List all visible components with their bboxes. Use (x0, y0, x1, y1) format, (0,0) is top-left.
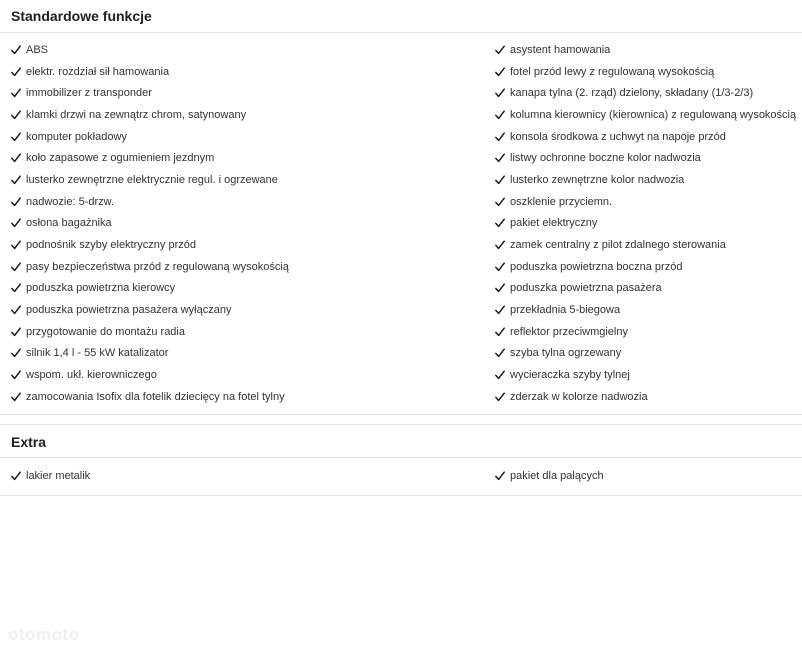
feature-item (495, 256, 802, 278)
feature-item (495, 299, 802, 321)
feature-label: poduszka powietrzna boczna przód (510, 260, 683, 273)
check-icon (495, 45, 505, 55)
feature-column-left (11, 465, 495, 487)
check-icon (11, 327, 21, 337)
feature-label: poduszka powietrzna kierowcy (26, 282, 176, 295)
check-icon (11, 132, 21, 142)
check-icon (11, 392, 21, 402)
feature-label: pakiet elektryczny (510, 217, 598, 230)
check-icon (495, 153, 505, 163)
feature-label: kanapa tylna (2. rząd) dzielony, składany (1/3-2/3) (510, 87, 754, 100)
feature-item (495, 321, 802, 343)
feature-label: kolumna kierownicy (kierownica) z regulowaną wysokością (510, 108, 797, 121)
feature-item (11, 234, 495, 256)
check-icon (495, 67, 505, 77)
feature-item (11, 61, 495, 83)
feature-item (495, 213, 802, 235)
feature-item (11, 147, 495, 169)
check-icon (495, 88, 505, 98)
feature-label: reflektor przeciwmgielny (510, 325, 628, 338)
feature-label: zamocowania Isofix dla fotelik dziecięcy na fotel tylny (26, 390, 285, 403)
feature-item (495, 126, 802, 148)
check-icon (495, 392, 505, 402)
feature-item (11, 321, 495, 343)
feature-label: pasy bezpieczeństwa przód z regulowaną wysokością (26, 260, 289, 273)
feature-label: klamki drzwi na zewnątrz chrom, satynowany (26, 108, 247, 121)
feature-label: nadwozie: 5-drzw. (26, 195, 115, 208)
feature-item (495, 386, 802, 408)
check-icon (11, 197, 21, 207)
feature-item (495, 465, 802, 487)
feature-item (11, 256, 495, 278)
check-icon (495, 132, 505, 142)
check-icon (11, 88, 21, 98)
feature-item (495, 104, 802, 126)
feature-item (495, 278, 802, 300)
feature-label: wspom. ukł. kierowniczego (26, 369, 157, 382)
feature-label: poduszka powietrzna pasażera wyłączany (26, 304, 232, 317)
section-title-extra: Extra (0, 424, 802, 458)
check-icon (11, 218, 21, 228)
check-icon (495, 471, 505, 481)
feature-label: przygotowanie do montażu radia (26, 325, 185, 338)
check-icon (495, 262, 505, 272)
check-icon (11, 305, 21, 315)
feature-item (495, 343, 802, 365)
check-icon (495, 240, 505, 250)
feature-list-standard (0, 33, 802, 415)
feature-item (11, 39, 495, 61)
feature-label: koło zapasowe z ogumieniem jezdnym (26, 152, 215, 165)
feature-column-right (495, 39, 802, 408)
check-icon (495, 348, 505, 358)
feature-label: przekładnia 5-biegowa (510, 304, 621, 317)
feature-label: oszklenie przyciemn. (510, 195, 613, 208)
feature-item (11, 191, 495, 213)
feature-label: komputer pokładowy (26, 130, 127, 143)
check-icon (11, 45, 21, 55)
feature-item (11, 299, 495, 321)
feature-item (11, 82, 495, 104)
feature-item (11, 343, 495, 365)
check-icon (11, 262, 21, 272)
feature-item (495, 147, 802, 169)
feature-label: szyba tylna ogrzewany (510, 347, 622, 360)
check-icon (495, 197, 505, 207)
feature-label: pakiet dla palących (510, 469, 604, 482)
feature-item (11, 278, 495, 300)
feature-label: zderzak w kolorze nadwozia (510, 390, 648, 403)
feature-item (11, 169, 495, 191)
check-icon (11, 110, 21, 120)
feature-label: osłona bagażnika (26, 217, 112, 230)
feature-item (11, 104, 495, 126)
feature-item (495, 82, 802, 104)
check-icon (495, 305, 505, 315)
check-icon (11, 471, 21, 481)
feature-label: elektr. rozdział sił hamowania (26, 65, 170, 78)
feature-item (495, 364, 802, 386)
feature-label: zamek centralny z pilot zdalnego sterowania (510, 239, 726, 252)
watermark-logo: otomoto (8, 625, 80, 644)
feature-item (11, 465, 495, 487)
feature-column-left (11, 39, 495, 408)
check-icon (495, 283, 505, 293)
check-icon (11, 348, 21, 358)
feature-label: lusterko zewnętrzne kolor nadwozia (510, 173, 685, 186)
check-icon (495, 327, 505, 337)
feature-item (495, 169, 802, 191)
feature-item (11, 213, 495, 235)
feature-label: lusterko zewnętrzne elektrycznie regul. i ogrzewane (26, 173, 278, 186)
check-icon (11, 67, 21, 77)
feature-label: konsola środkowa z uchwyt na napoje przód (510, 130, 726, 143)
feature-label: podnośnik szyby elektryczny przód (26, 239, 196, 252)
feature-label: wycieraczka szyby tylnej (510, 369, 630, 382)
feature-label: poduszka powietrzna pasażera (510, 282, 662, 295)
feature-label: lakier metalik (26, 469, 91, 482)
feature-label: listwy ochronne boczne kolor nadwozia (510, 152, 701, 165)
check-icon (11, 240, 21, 250)
feature-list-extra (0, 458, 802, 497)
feature-item (495, 234, 802, 256)
feature-item (11, 126, 495, 148)
feature-item (495, 191, 802, 213)
feature-label: fotel przód lewy z regulowaną wysokością (510, 65, 715, 78)
check-icon (11, 175, 21, 185)
check-icon (11, 153, 21, 163)
check-icon (11, 283, 21, 293)
check-icon (495, 218, 505, 228)
check-icon (11, 370, 21, 380)
feature-column-right (495, 465, 802, 487)
check-icon (495, 370, 505, 380)
feature-label: ABS (26, 43, 49, 56)
feature-item (495, 39, 802, 61)
feature-label: silnik 1,4 l - 55 kW katalizator (26, 347, 169, 360)
feature-item (11, 386, 495, 408)
feature-label: immobilizer z transponder (26, 87, 152, 100)
feature-label: asystent hamowania (510, 43, 611, 56)
feature-item (11, 364, 495, 386)
check-icon (495, 110, 505, 120)
feature-item (495, 61, 802, 83)
check-icon (495, 175, 505, 185)
section-title-standard: Standardowe funkcje (0, 0, 802, 33)
